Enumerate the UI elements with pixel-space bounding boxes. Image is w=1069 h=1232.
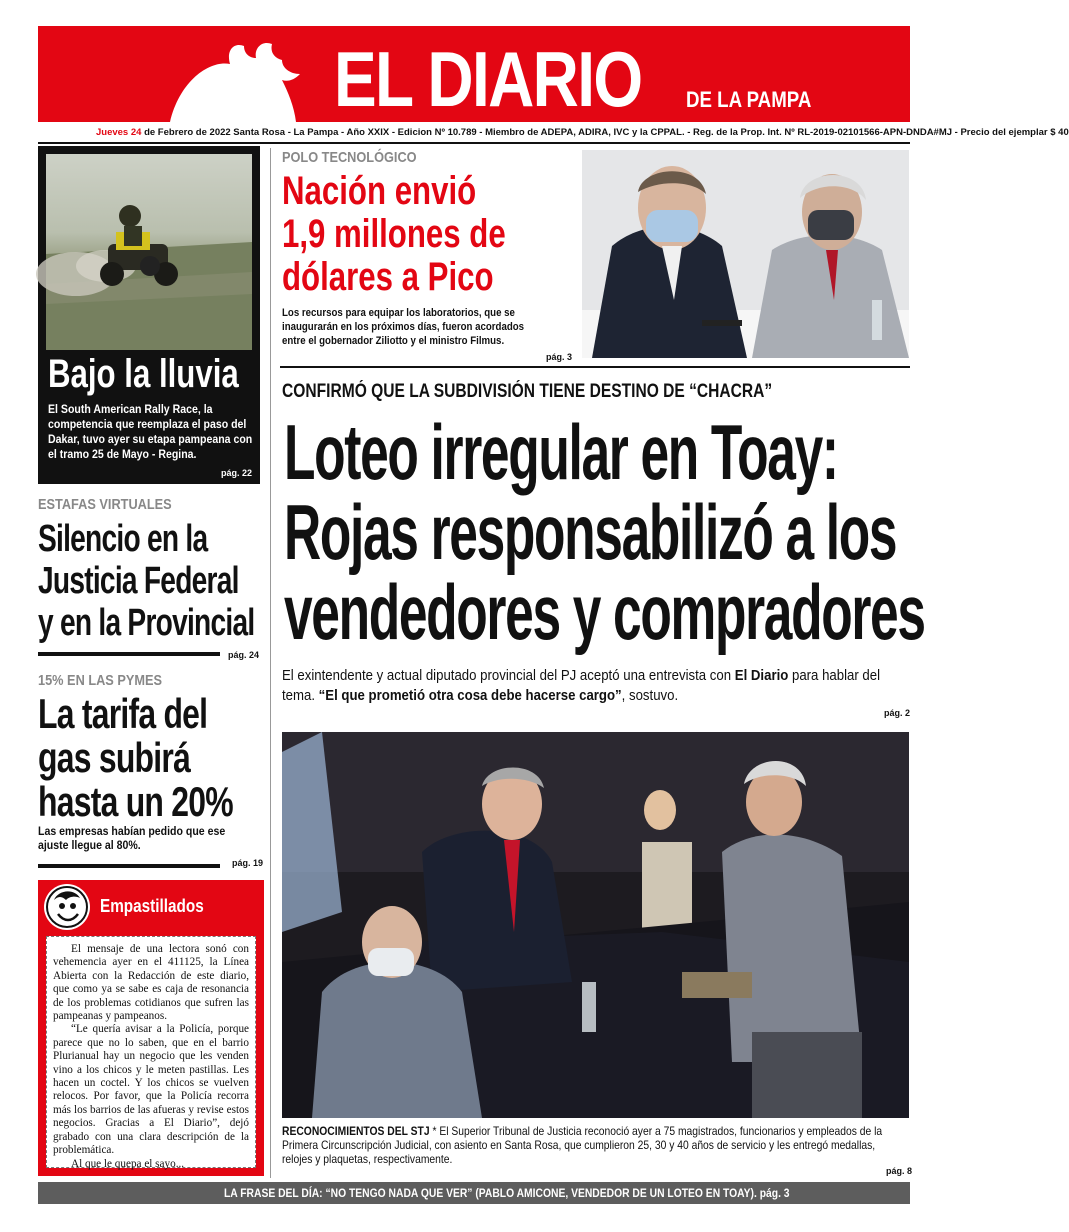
summary-emphasis: El Diario [734, 667, 789, 684]
main-summary [282, 666, 898, 706]
divider [38, 652, 220, 656]
rally-page-ref: pág. 22 [220, 468, 252, 478]
empastillados-body [46, 936, 256, 1168]
dateline-day: Jueves 24 [96, 127, 142, 138]
quad-bike-image [46, 154, 252, 350]
summary-quote: “El que prometió otra cosa debe hacerse cargo” [318, 687, 622, 704]
masthead [38, 26, 910, 122]
empastillados-column[interactable] [38, 880, 264, 1176]
tarifa-headline[interactable] [38, 692, 233, 824]
divider [38, 142, 910, 144]
headline-line: y en la Provincial [38, 602, 255, 644]
headline-line: Loteo irregular en Toay: [284, 408, 838, 496]
empastillados-title: Empastillados [100, 896, 204, 916]
brand-title: EL DIARIO [334, 35, 642, 123]
paragraph: “Le quería avisar a la Policía, porque parece que no lo saben, que en el barrio Plurianual hay un negocio que les venden vino a los chicos y le meten pastillas. Les hacen un coctel. Y los chicos se vuelven relocos. Por favor, que la Policía recorra más los barrios de las afueras y revise estos negocios. Gracias a El Diario”, dejó grabado con una clara descripción de la problemática. [53, 1023, 249, 1157]
officials-signing-image [582, 150, 909, 358]
paragraph: Al que le quepa el sayo... [71, 1157, 185, 1170]
ceremony-image [282, 732, 909, 1118]
main-headline[interactable] [284, 408, 925, 656]
summary-text: para hablar del tema. [282, 667, 881, 704]
headline-line: vendedores y compradores [284, 568, 925, 656]
polo-headline[interactable] [282, 170, 506, 299]
rooster-logo-icon [170, 40, 320, 122]
stj-page-ref: pág. 8 [886, 1166, 913, 1176]
summary-text: , sostuvo. [621, 687, 679, 704]
polo-photo [582, 150, 909, 358]
column-divider [270, 148, 271, 1178]
caption-text: * El Superior Tribunal de Justicia reconoció ayer a 75 magistrados, funcionarios y empleados de la Primera Circunscripción Judicial, con asiento en Santa Rosa, que cumplieron 25, 30 y 40 años de servicio y les entregó medallas, relojes y plaquetas, respectivamente. [282, 1124, 883, 1166]
main-kicker: CONFIRMÓ QUE LA SUBDIVISIÓN TIENE DESTINO DE “CHACRA” [282, 381, 773, 402]
main-page-ref: pág. 2 [884, 708, 911, 718]
rally-feature[interactable] [38, 146, 260, 484]
summary-text: El exintendente y actual diputado provincial del PJ aceptó una entrevista con [282, 667, 735, 684]
quote-of-the-day: LA FRASE DEL DÍA: “NO TENGO NADA QUE VER” (PABLO AMICONE, VENDEDOR DE UN LOTEO EN TOAY). pág. 3 [224, 1186, 790, 1200]
rally-photo [46, 154, 252, 350]
headline-line: Justicia Federal [38, 560, 239, 602]
rally-headline[interactable]: Bajo la lluvia [48, 352, 239, 396]
paragraph: El mensaje de una lectora sonó con vehemencia ayer en el 411125, la Línea Abierta con la Redacción de este diario, que como ya se sabe es caja de resonancia de los problemas cotidianos que sufren las pampeanas y pampeanos. [53, 943, 249, 1023]
polo-summary: Los recursos para equipar los laboratorios, que se inaugurarán en los próximos días, fueron acordados entre el gobernador Ziliotto y el ministro Filmus. [282, 307, 525, 347]
caption-label: RECONOCIMIENTOS DEL STJ [282, 1124, 430, 1138]
headline-line: Rojas responsabilizó a los [284, 488, 897, 576]
tarifa-summary: Las empresas habían pedido que ese ajuste llegue al 80%. [38, 824, 226, 852]
stj-ceremony-photo [282, 732, 909, 1118]
headline-line: Nación envió [282, 169, 477, 213]
headline-line: gas subirá [38, 734, 191, 781]
tarifa-kicker: 15% EN LAS PYMES [38, 672, 163, 689]
headline-line: La tarifa del [38, 690, 208, 737]
estafas-headline[interactable] [38, 518, 254, 644]
headline-line: Silencio en la [38, 518, 208, 560]
divider [280, 366, 910, 368]
dateline-info: de Febrero de 2022 Santa Rosa - La Pampa - Año XXIX - Edicion Nº 10.789 - Miembro de ADEPA, ADIRA, IVC y la CPPAL. - Reg. de la Prop. Int. Nº RL-2019-02101566-APN-DNDA#MJ - Precio del ejemplar $ 40 [141, 127, 1069, 138]
stj-caption [282, 1124, 901, 1166]
quote-of-the-day-bar[interactable] [38, 1182, 910, 1204]
polo-kicker: POLO TECNOLÓGICO [282, 149, 417, 166]
brand-subtitle: DE LA PAMPA [686, 87, 812, 112]
rally-summary: El South American Rally Race, la competencia que reemplaza el paso del Dakar, tuvo ayer su etapa pampeana con el tramo 25 de Mayo - Regina. [48, 402, 253, 461]
tarifa-page-ref: pág. 19 [232, 858, 264, 868]
estafas-kicker: ESTAFAS VIRTUALES [38, 496, 172, 513]
estafas-page-ref: pág. 24 [228, 650, 260, 660]
headline-line: dólares a Pico [282, 255, 494, 299]
headline-line: 1,9 millones de [282, 212, 506, 256]
divider [38, 864, 220, 868]
headline-line: hasta un 20% [38, 778, 233, 825]
polo-page-ref: pág. 3 [546, 352, 573, 362]
cartoon-face-icon [44, 884, 90, 930]
dateline [96, 127, 1069, 138]
